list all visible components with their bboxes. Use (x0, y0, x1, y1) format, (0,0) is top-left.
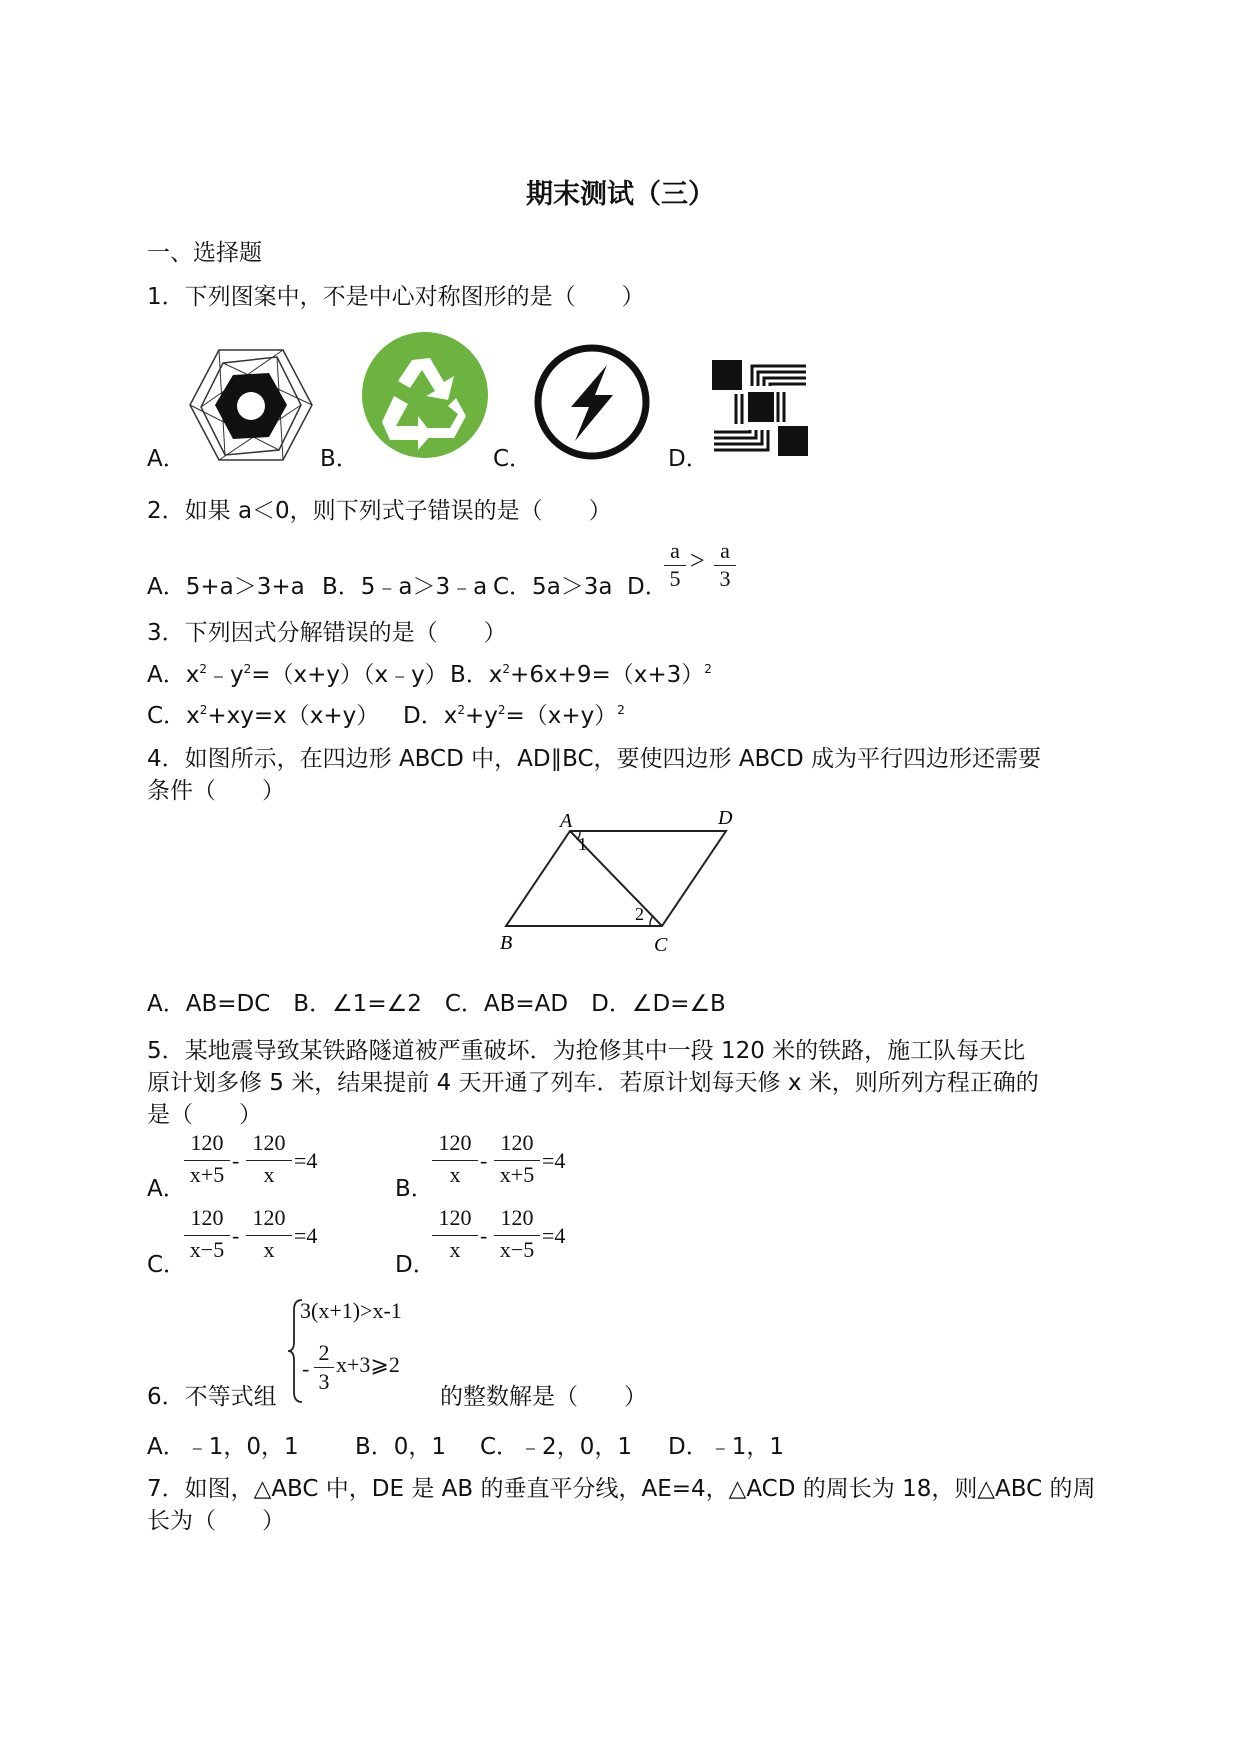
q5-option-c-label: C． (147, 1252, 187, 1278)
vertex-a-label: A (560, 810, 573, 832)
q4-stem-line1: 4．如图所示，在四边形 ABCD 中，AD∥BC，要使四边形 ABCD 成为平行四边形还需要 (147, 746, 1042, 772)
q1-option-a-label: A． (147, 446, 186, 472)
q5-d-fraction-1: 120 x (432, 1205, 478, 1267)
q1-option-b-label: B． (320, 446, 359, 472)
q4-stem-line2: 条件（ ） (147, 778, 285, 804)
q6-option-b: B．0，1 (355, 1434, 447, 1460)
q5-b-rhs: =4 (542, 1148, 566, 1173)
angle-2-label: 2 (635, 904, 644, 924)
q6-stem-post: 的整数解是（ ） (440, 1384, 647, 1410)
q2-option-c: C．5a＞3a (493, 574, 613, 600)
q6-ineq2-fraction: 2 3 (314, 1340, 334, 1396)
q6-stem-pre: 6．不等式组 (147, 1384, 277, 1410)
q7-stem-line2: 长为（ ） (147, 1508, 285, 1534)
parallelogram-figure (490, 800, 750, 965)
hexagon-pattern-icon (185, 345, 315, 465)
q5-stem-line3: 是（ ） (147, 1102, 262, 1128)
q3-stem: 3．下列因式分解错误的是（ ） (147, 620, 507, 646)
stair-squares-icon (712, 358, 810, 458)
q6-ineq2-sign: - (302, 1356, 310, 1381)
q6-inequality-1: 3(x+1)>x-1 (300, 1298, 402, 1323)
q1-option-d-label: D． (668, 446, 709, 472)
q5-b-operator: - (480, 1148, 488, 1173)
q5-stem-line1: 5．某地震导致某铁路隧道被严重破坏．为抢修其中一段 120 米的铁路，施工队每天比 (147, 1038, 1026, 1064)
q2-option-b: B．5﹣a＞3﹣a (322, 574, 488, 600)
q5-c-fraction-1: 120 x−5 (184, 1205, 230, 1267)
q2-d-fraction-left: a 5 (664, 538, 686, 592)
q6-option-a: A．﹣1，0，1 (147, 1434, 299, 1460)
q1-option-c-label: C． (493, 446, 533, 472)
angle-1-label: 1 (578, 834, 587, 854)
q5-a-fraction-1: 120 x+5 (184, 1130, 230, 1192)
q5-d-operator: - (480, 1223, 488, 1248)
q2-stem: 2．如果 a＜0，则下列式子错误的是（ ） (147, 498, 612, 524)
recycle-icon (360, 330, 490, 460)
q5-option-b-label: B． (395, 1176, 434, 1202)
vertex-b-label: B (500, 932, 513, 954)
q5-option-d-label: D． (395, 1252, 436, 1278)
q5-option-a-label: A． (147, 1176, 186, 1202)
q5-c-operator: - (232, 1223, 240, 1248)
q5-stem-line2: 原计划多修 5 米，结果提前 4 天开通了列车．若原计划每天修 x 米，则所列方程正确的 (147, 1070, 1039, 1096)
q3-option-c: C．$x^2+xy=x(x+y)$ (147, 703, 380, 729)
vertex-c-label: C (654, 934, 668, 956)
q7-stem-line1: 7．如图，△ABC 中，DE 是 AB 的垂直平分线，AE=4，△ACD 的周长为 18，则△ABC 的周 (147, 1476, 1096, 1502)
q5-d-rhs: =4 (542, 1223, 566, 1248)
q5-a-fraction-2: 120 x (246, 1130, 292, 1192)
q5-b-fraction-1: 120 x (432, 1130, 478, 1192)
q5-c-rhs: =4 (294, 1223, 318, 1248)
lightning-icon (533, 343, 651, 461)
section-heading: 一、选择题 (147, 240, 262, 266)
q6-option-c: C．﹣2，0，1 (480, 1434, 632, 1460)
q5-c-fraction-2: 120 x (246, 1205, 292, 1267)
q4-options: A．AB=DC B．∠1=∠2 C．AB=AD D．∠D=∠B (147, 991, 726, 1017)
q6-ineq2-rest: x+3⩾2 (336, 1352, 400, 1377)
q3-option-d: D．$x^2+y^2=(x+y)^2$ (403, 703, 625, 729)
q6-option-d: D．﹣1，1 (668, 1434, 784, 1460)
vertex-d-label: D (718, 807, 733, 829)
q5-b-fraction-2: 120 x+5 (494, 1130, 540, 1192)
q5-d-fraction-2: 120 x−5 (494, 1205, 540, 1267)
q2-option-a: A．5+a＞3+a (147, 574, 305, 600)
q2-d-relation: > (690, 546, 705, 575)
q2-d-fraction-right: a 3 (714, 538, 736, 592)
q3-option-b: B．$x^2+6x+9=(x+3)^2$ (450, 662, 712, 688)
q2-option-d-label: D． (627, 574, 668, 600)
page-title: 期末测试（三） (526, 179, 715, 210)
q1-stem: 1．下列图案中，不是中心对称图形的是（ ） (147, 284, 645, 310)
q3-option-a: A．$x^2﹣y^2=(x+y)(x﹣y)$ (147, 662, 448, 688)
q5-a-rhs: =4 (294, 1148, 318, 1173)
q5-a-operator: - (232, 1148, 240, 1173)
